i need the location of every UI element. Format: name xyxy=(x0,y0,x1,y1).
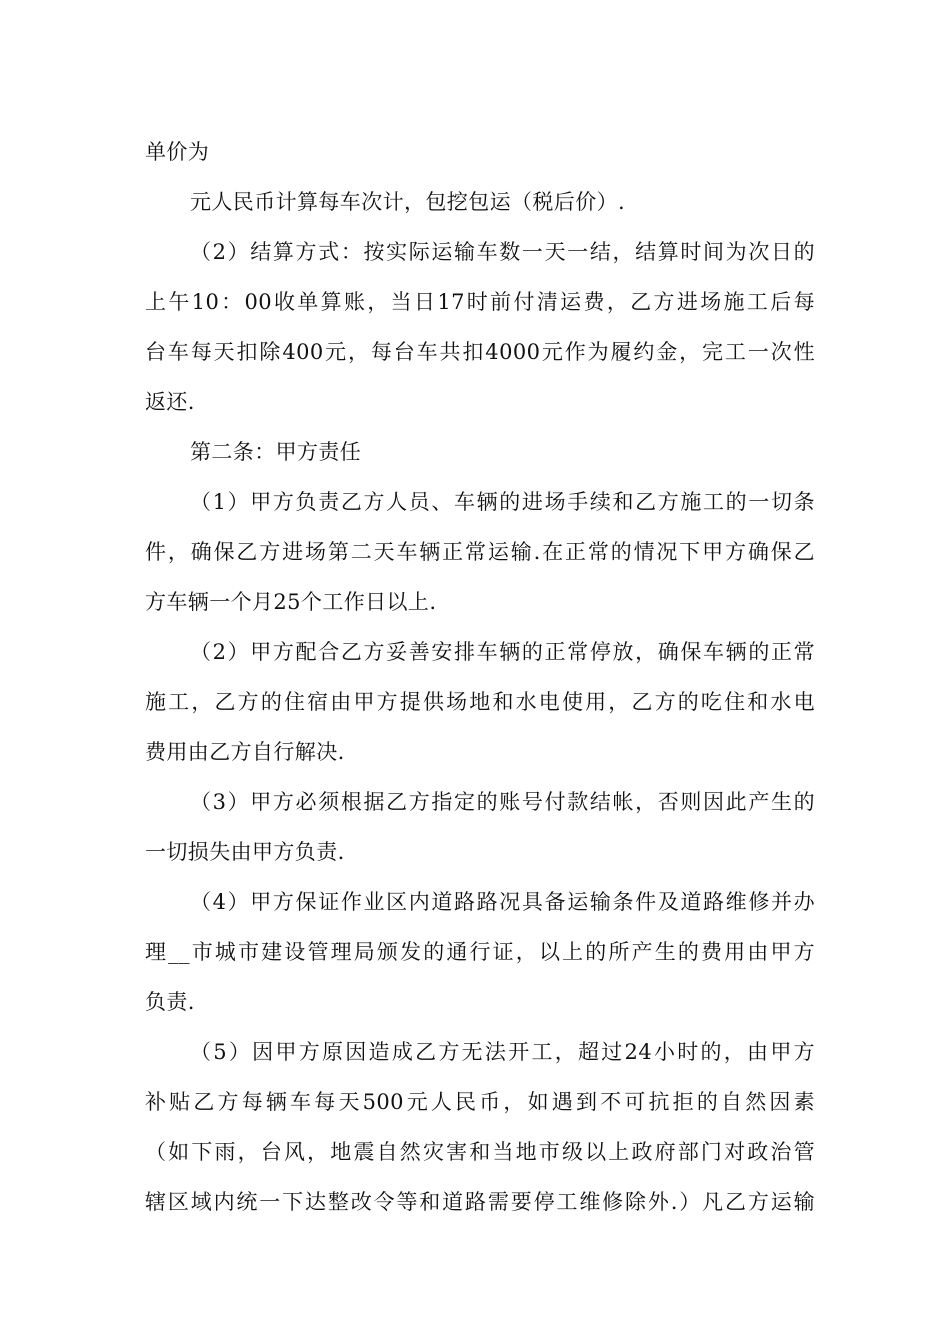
text-line: 元人民币计算每车次计，包挖包运（税后价）. xyxy=(190,190,626,214)
text-line: 上午10：00收单算账，当日17时前付清运费，乙方进场施工后每 xyxy=(145,290,815,314)
text-line: （2）甲方配合乙方妥善安排车辆的正常停放，确保车辆的正常 xyxy=(190,640,815,664)
text-line: 台车每天扣除400元，每台车共扣4000元作为履约金，完工一次性 xyxy=(145,340,815,364)
text-line: 一切损失由甲方负责. xyxy=(145,840,345,864)
text-line: （5）因甲方原因造成乙方无法开工，超过24小时的，由甲方 xyxy=(190,1040,815,1064)
text-line: （如下雨，台风，地震自然灾害和当地市级以上政府部门对政治管 xyxy=(145,1140,815,1164)
text-line: （1）甲方负责乙方人员、车辆的进场手续和乙方施工的一切条 xyxy=(190,490,815,514)
text-line: 件，确保乙方进场第二天车辆正常运输.在正常的情况下甲方确保乙 xyxy=(145,540,815,564)
text-line: 方车辆一个月25个工作日以上. xyxy=(145,590,437,614)
text-line: （4）甲方保证作业区内道路路况具备运输条件及道路维修并办 xyxy=(190,890,815,914)
text-line: 费用由乙方自行解决. xyxy=(145,740,345,764)
text-line: 施工，乙方的住宿由甲方提供场地和水电使用，乙方的吃住和水电 xyxy=(145,690,815,714)
section-heading: 第二条：甲方责任 xyxy=(190,440,362,464)
text-line: （3）甲方必须根据乙方指定的账号付款结帐，否则因此产生的 xyxy=(190,790,815,814)
text-line: 返还. xyxy=(145,390,195,414)
text-line: 单价为 xyxy=(145,140,210,164)
text-line: 补贴乙方每辆车每天500元人民币，如遇到不可抗拒的自然因素 xyxy=(145,1090,815,1114)
text-line: 辖区域内统一下达整改令等和道路需要停工维修除外.）凡乙方运输 xyxy=(145,1190,815,1214)
text-line: （2）结算方式：按实际运输车数一天一结，结算时间为次日的 xyxy=(190,240,815,264)
text-line: 负责. xyxy=(145,990,195,1014)
text-line: 理__市城市建设管理局颁发的通行证，以上的所产生的费用由甲方 xyxy=(145,940,815,964)
